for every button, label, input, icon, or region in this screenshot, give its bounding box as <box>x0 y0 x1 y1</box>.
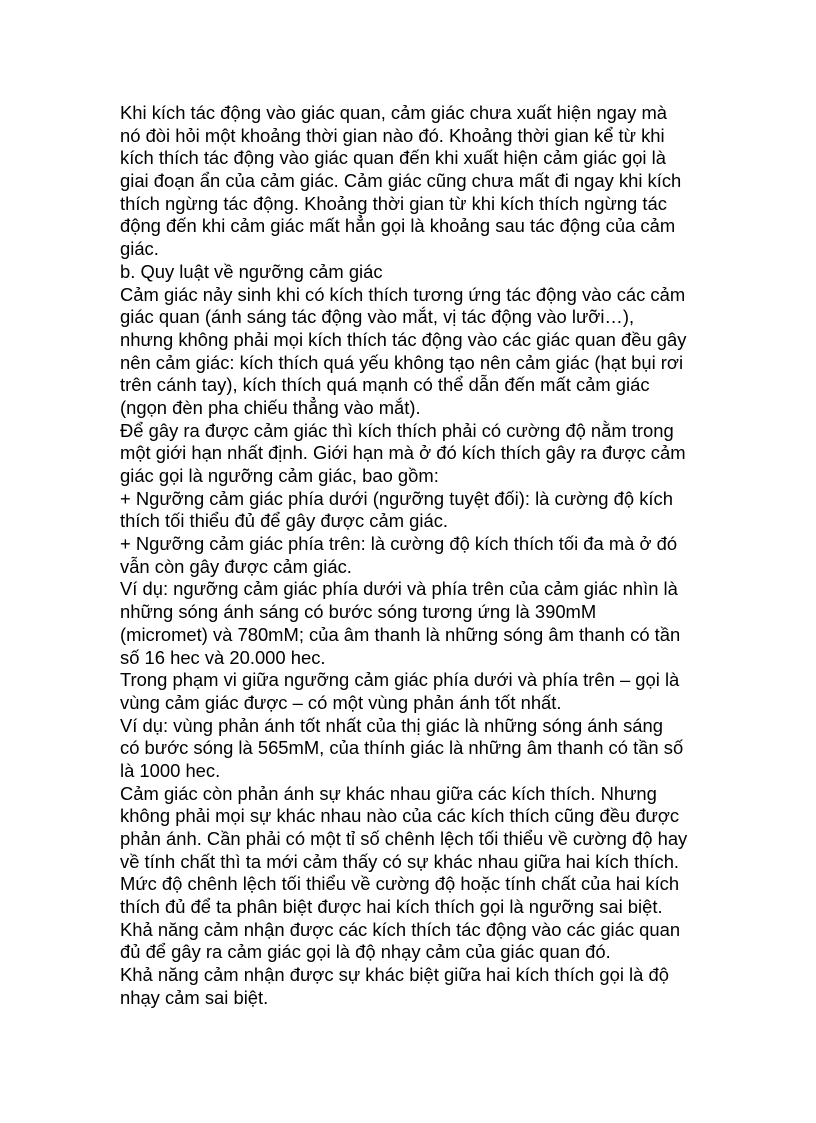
text-line: giác. <box>120 238 159 260</box>
text-line: Mức độ chênh lệch tối thiểu về cường độ hoặc tính chất của hai kích <box>120 873 680 895</box>
text-line: những sóng ánh sáng có bước sóng tương ứng là 390mM <box>120 601 597 623</box>
text-line: đủ để gây ra cảm giác gọi là độ nhạy cảm của giác quan đó. <box>120 941 611 963</box>
text-line: phản ánh. Cần phải có một tỉ số chênh lệch tối thiểu về cường độ hay <box>120 828 688 849</box>
text-line: động đến khi cảm giác mất hẳn gọi là khoảng sau tác động của cảm <box>120 215 676 237</box>
text-line: một giới hạn nhất định. Giới hạn mà ở đó kích thích gây ra được cảm <box>120 442 686 464</box>
text-line: về tính chất thì ta mới cảm thấy có sự khác nhau giữa hai kích thích. <box>120 850 680 872</box>
text-line: Khi kích tác động vào giác quan, cảm giác chưa xuất hiện ngay mà <box>120 102 667 123</box>
text-line: Ví dụ: vùng phản ánh tốt nhất của thị giác là những sóng ánh sáng <box>120 714 663 736</box>
text-line: Cảm giác nảy sinh khi có kích thích tương ứng tác động vào các cảm <box>120 283 686 305</box>
section-heading: b. Quy luật về ngưỡng cảm giác <box>120 260 383 282</box>
text-line: Trong phạm vi giữa ngưỡng cảm giác phía dưới và phía trên – gọi là <box>120 669 680 691</box>
text-line: nhạy cảm sai biệt. <box>120 986 269 1008</box>
text-line: có bước sóng là 565mM, của thính giác là những âm thanh có tần số <box>120 737 684 759</box>
text-line: thích đủ để ta phân biệt được hai kích thích gọi là ngưỡng sai biệt. <box>120 896 663 918</box>
text-line: trên cánh tay), kích thích quá mạnh có thể dẫn đến mất cảm giác <box>120 374 650 396</box>
text-line: vẫn còn gây được cảm giác. <box>120 555 352 577</box>
bullet-line: + Ngưỡng cảm giác phía trên: là cường độ kích thích tối đa mà ở đó <box>120 533 678 555</box>
text-line: Khả năng cảm nhận được sự khác biệt giữa hai kích thích gọi là độ <box>120 964 669 986</box>
text-line: (micromet) và 780mM; của âm thanh là những sóng âm thanh có tần <box>120 623 681 645</box>
text-line: nhưng không phải mọi kích thích tác động vào các giác quan đều gây <box>120 328 687 350</box>
text-line: thích ngừng tác động. Khoảng thời gian từ khi kích thích ngừng tác <box>120 192 667 214</box>
text-line: không phải mọi sự khác nhau nào của các kích thích cũng đều được <box>120 805 680 827</box>
text-line: nên cảm giác: kích thích quá yếu không tạo nên cảm giác (hạt bụi rơi <box>120 351 684 373</box>
text-line: (ngọn đèn pha chiếu thẳng vào mắt). <box>120 396 421 418</box>
text-line: là 1000 hec. <box>120 759 221 781</box>
bullet-line: + Ngưỡng cảm giác phía dưới (ngưỡng tuyệt đối): là cường độ kích <box>120 487 673 509</box>
text-line: giác quan (ánh sáng tác động vào mắt, vị tác động vào lưỡi…), <box>120 306 635 328</box>
text-line: Cảm giác còn phản ánh sự khác nhau giữa các kích thích. Nhưng <box>120 782 657 804</box>
text-line: Ví dụ: ngưỡng cảm giác phía dưới và phía trên của cảm giác nhìn là <box>120 578 678 600</box>
text-line: Khả năng cảm nhận được các kích thích tác động vào các giác quan <box>120 918 681 940</box>
text-line: vùng cảm giác được – có một vùng phản ánh tốt nhất. <box>120 691 562 713</box>
text-line: nó đòi hỏi một khoảng thời gian nào đó. Khoảng thời gian kể từ khi <box>120 124 665 146</box>
text-line: giác gọi là ngưỡng cảm giác, bao gồm: <box>120 465 439 486</box>
text-line: kích thích tác động vào giác quan đến khi xuất hiện cảm giác gọi là <box>120 147 666 169</box>
body-text <box>120 102 700 1010</box>
text-line: giai đoạn ẩn của cảm giác. Cảm giác cũng chưa mất đi ngay khi kích <box>120 170 682 192</box>
text-line: số 16 hec và 20.000 hec. <box>120 646 326 668</box>
text-line: Để gây ra được cảm giác thì kích thích phải có cường độ nằm trong <box>120 419 674 441</box>
text-line: thích tối thiểu đủ để gây được cảm giác. <box>120 510 448 532</box>
